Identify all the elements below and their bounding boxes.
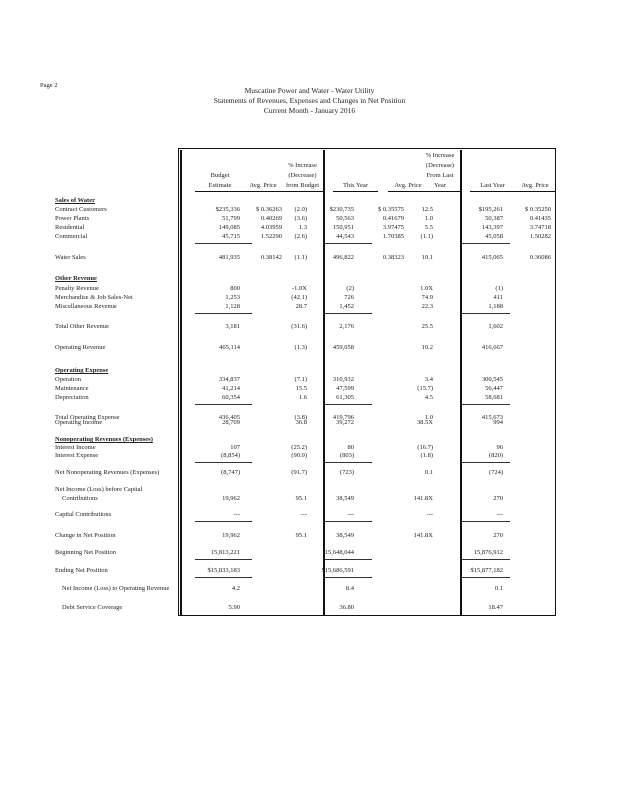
cell-value: 44,543: [336, 233, 354, 240]
cell-value: 61,305: [336, 394, 354, 401]
header-line: This Year: [333, 181, 378, 192]
cell-value: 50,563: [336, 215, 354, 222]
cell-value: 0.38323: [382, 254, 404, 261]
cell-value: 1,602: [488, 323, 503, 330]
total-rule: [325, 559, 372, 560]
header-line: From Last: [426, 172, 454, 179]
header-line: Budget: [210, 172, 230, 179]
cell-value: (1.3): [294, 344, 307, 351]
cell-value: (820): [488, 452, 503, 459]
total-rule: [462, 577, 510, 578]
header-avg-price: [515, 181, 555, 192]
cell-value: ---: [300, 511, 307, 518]
cell-value: 415,065: [481, 254, 503, 261]
cell-value: (2): [346, 285, 354, 292]
header-avg-price: [243, 181, 283, 192]
report-statement-title: Statements of Revenues, Expenses and Changes in Net Position: [213, 96, 406, 105]
cell-value: $230,735: [329, 206, 354, 213]
row-label: Other Revenue: [55, 275, 97, 282]
cell-value: 1.50282: [529, 233, 551, 240]
cell-value: 45,058: [485, 233, 503, 240]
cell-value: 459,058: [332, 344, 354, 351]
header-line: Estimate: [195, 181, 245, 192]
cell-value: (723): [339, 469, 354, 476]
cell-value: 36.8: [295, 419, 307, 426]
total-rule: [325, 521, 372, 522]
cell-value: 96: [496, 444, 503, 451]
cell-value: 436,405: [218, 414, 240, 421]
total-rule: [195, 559, 252, 560]
row-label: Operating Revenue: [55, 344, 106, 351]
row-label: Merchandise & Job Sales-Net: [55, 294, 133, 301]
header-line: Last Year: [470, 181, 515, 192]
cell-value: 25.5: [421, 323, 433, 330]
row-label: Commercial: [55, 233, 88, 240]
cell-value: 15.5: [295, 385, 307, 392]
total-rule: [195, 243, 252, 244]
header-this-year: [333, 181, 378, 192]
cell-value: (16.7): [417, 444, 433, 451]
cell-value: ---: [496, 511, 503, 518]
header-budget: [195, 171, 245, 192]
header-line: (Decrease): [288, 172, 317, 179]
total-rule: [325, 404, 372, 405]
row-label: Nonoperating Revenues (Expenses): [55, 436, 153, 443]
row-label: Contributions: [62, 495, 98, 502]
cell-value: (2.0): [294, 206, 307, 213]
cell-value: 300,545: [481, 376, 503, 383]
cell-value: 334,837: [218, 376, 240, 383]
row-label: Interest Income: [55, 444, 96, 451]
cell-value: 994: [493, 419, 503, 426]
cell-value: 149,085: [218, 224, 240, 231]
header-last-year: [470, 181, 515, 192]
header-line: (Decrease): [425, 162, 455, 169]
cell-value: (90.9): [291, 452, 307, 459]
total-rule: [325, 243, 372, 244]
total-rule: [462, 313, 510, 314]
cell-value: 270: [493, 495, 503, 502]
total-rule: [462, 521, 510, 522]
header-pct-last-year: [420, 151, 460, 192]
cell-value: ---: [426, 511, 433, 518]
total-rule: [325, 313, 372, 314]
header-line: % Increase: [425, 152, 455, 159]
cell-value: 95.1: [295, 532, 307, 539]
report-period: Current Month - January 2016: [263, 106, 356, 115]
total-rule: [462, 462, 510, 463]
total-rule: [195, 404, 252, 405]
cell-value: 38.5X: [416, 419, 433, 426]
cell-value: 47,599: [336, 385, 354, 392]
cell-value: (3.6): [294, 215, 307, 222]
cell-value: 0.41679: [382, 215, 404, 222]
header-line: Year: [420, 181, 460, 192]
cell-value: 1,188: [488, 303, 503, 310]
row-label: Net Nonoperating Revenues (Expenses): [55, 469, 160, 476]
cell-value: (1.8): [420, 452, 433, 459]
cell-value: $195,261: [478, 206, 503, 213]
cell-value: 0.1: [494, 585, 503, 592]
cell-value: $ 0.35250: [525, 206, 551, 213]
cell-value: (724): [488, 469, 503, 476]
cell-value: 150,951: [332, 224, 354, 231]
cell-value: $235,336: [215, 206, 240, 213]
total-rule: [462, 404, 510, 405]
cell-value: 15,648,044: [324, 549, 354, 556]
total-rule: [462, 559, 510, 560]
cell-value: 141.8X: [413, 495, 433, 502]
row-label: Miscellaneous Revenue: [55, 303, 117, 310]
cell-value: 0.40269: [260, 215, 282, 222]
cell-value: 3,181: [225, 323, 240, 330]
header-line: Avg. Price: [243, 181, 283, 192]
cell-value: (2.6): [294, 233, 307, 240]
cell-value: 481,935: [218, 254, 240, 261]
row-label: Residential: [55, 224, 85, 231]
cell-value: 38,549: [336, 495, 354, 502]
cell-value: 107: [230, 444, 240, 451]
cell-value: 4.5: [424, 394, 433, 401]
cell-value: 1.0: [424, 414, 433, 421]
row-label: Maintenance: [55, 385, 89, 392]
row-label: Sales of Water: [55, 197, 95, 204]
cell-value: 0.38142: [260, 254, 282, 261]
cell-value: 39,272: [336, 419, 354, 426]
cell-value: 310,932: [332, 376, 354, 383]
cell-value: 45,715: [222, 233, 240, 240]
row-label: Contract Customers: [55, 206, 107, 213]
cell-value: 496,822: [332, 254, 354, 261]
cell-value: 5.5: [424, 224, 433, 231]
cell-value: $ 0.36263: [256, 206, 282, 213]
cell-value: 95.1: [295, 495, 307, 502]
header-line: from Budget: [280, 181, 325, 192]
cell-value: 22.3: [421, 303, 433, 310]
cell-value: 1.0: [424, 215, 433, 222]
cell-value: (8,747): [221, 469, 240, 476]
cell-value: $ 0.35575: [378, 206, 404, 213]
row-label: Penalty Revenue: [55, 285, 99, 292]
cell-value: $15,877,182: [470, 567, 503, 574]
cell-value: $15,686,591: [321, 567, 354, 574]
cell-value: 4.2: [231, 585, 240, 592]
total-rule: [325, 462, 372, 463]
row-label: Depreciation: [55, 394, 89, 401]
cell-value: (31.6): [291, 323, 307, 330]
cell-value: 1.0X: [420, 285, 433, 292]
cell-value: ---: [233, 511, 240, 518]
total-rule: [195, 521, 252, 522]
cell-value: 141.8X: [413, 532, 433, 539]
row-label: Capital Contributions: [55, 511, 112, 518]
cell-value: ---: [347, 511, 354, 518]
page-number: Page 2: [40, 82, 58, 89]
cell-value: 0.36086: [529, 254, 551, 261]
cell-value: 15,813,221: [210, 549, 240, 556]
cell-value: 4.03959: [260, 224, 282, 231]
row-label: Operating Income: [55, 419, 103, 426]
row-label: Debt Service Coverage: [62, 604, 123, 611]
row-label: Total Other Revenue: [55, 323, 110, 330]
cell-value: 19,962: [222, 495, 240, 502]
cell-value: 1,452: [339, 303, 354, 310]
cell-value: 60,354: [222, 394, 240, 401]
total-rule: [195, 313, 252, 314]
cell-value: 0.1: [424, 469, 433, 476]
row-label: Change in Net Position: [55, 532, 116, 539]
row-label: Beginning Net Position: [55, 549, 117, 556]
cell-value: 3.74718: [529, 224, 551, 231]
cell-value: 12.5: [421, 206, 433, 213]
cell-value: 19,962: [222, 532, 240, 539]
cell-value: 419,796: [332, 414, 354, 421]
cell-value: 1.52290: [260, 233, 282, 240]
total-rule: [195, 462, 252, 463]
cell-value: 28,709: [222, 419, 240, 426]
cell-value: 41,214: [222, 385, 240, 392]
cell-value: 800: [230, 285, 240, 292]
cell-value: 270: [493, 532, 503, 539]
cell-value: (1.1): [294, 254, 307, 261]
cell-value: 18.47: [488, 604, 503, 611]
cell-value: -1.0X: [292, 285, 307, 292]
cell-value: 416,667: [481, 344, 503, 351]
cell-value: 36.80: [339, 604, 354, 611]
cell-value: 38,549: [336, 532, 354, 539]
total-rule: [195, 577, 252, 578]
cell-value: 726: [344, 294, 354, 301]
cell-value: 411: [493, 294, 503, 301]
header-pct-budget: [280, 161, 325, 192]
cell-value: 28.7: [295, 303, 307, 310]
cell-value: 15,876,912: [473, 549, 503, 556]
cell-value: 465,114: [219, 344, 240, 351]
total-rule: [325, 577, 372, 578]
row-label: Operating Expense: [55, 367, 109, 374]
cell-value: (7.1): [294, 376, 307, 383]
cell-value: 415,673: [481, 414, 503, 421]
cell-value: 1,128: [225, 303, 240, 310]
cell-value: (803): [339, 452, 354, 459]
row-label: Power Plants: [55, 215, 90, 222]
row-label: Operation: [55, 376, 81, 383]
row-label: Net Income (Loss) to Operating Revenue: [62, 585, 170, 592]
header-line: Avg. Price: [515, 181, 555, 192]
row-label: Total Operating Expense: [55, 414, 120, 421]
cell-value: 1,253: [225, 294, 240, 301]
cell-value: 3.4: [424, 376, 433, 383]
cell-value: (1): [495, 285, 503, 292]
row-label: Ending Net Position: [55, 567, 108, 574]
cell-value: 74.9: [421, 294, 433, 301]
cell-value: 2,176: [339, 323, 354, 330]
cell-value: 51,799: [222, 215, 240, 222]
cell-value: 5.90: [228, 604, 240, 611]
cell-value: 10.2: [421, 344, 433, 351]
cell-value: 80: [347, 444, 354, 451]
cell-value: 8.4: [345, 585, 354, 592]
cell-value: 1.70385: [382, 233, 404, 240]
cell-value: (42.1): [291, 294, 307, 301]
cell-value: $15,833,183: [207, 567, 240, 574]
cell-value: (8,854): [221, 452, 240, 459]
row-label: Water Sales: [55, 254, 86, 261]
cell-value: 1.6: [298, 394, 307, 401]
cell-value: (3.8): [294, 414, 307, 421]
cell-value: (1.1): [420, 233, 433, 240]
cell-value: 50,387: [485, 215, 503, 222]
total-rule: [462, 243, 510, 244]
row-label: Net Income (Loss) before Capital: [55, 486, 143, 493]
cell-value: 58,681: [485, 394, 503, 401]
cell-value: (15.7): [417, 385, 433, 392]
cell-value: 0.41435: [529, 215, 551, 222]
cell-value: 10.1: [421, 254, 433, 261]
header-line: Avg. Price: [388, 181, 428, 192]
cell-value: 3.97475: [382, 224, 404, 231]
row-label: Interest Expense: [55, 452, 99, 459]
report-org-title: Muscatine Power and Water - Water Utility: [244, 86, 375, 95]
cell-value: (91.7): [291, 469, 307, 476]
cell-value: 143,397: [481, 224, 503, 231]
cell-value: 1.3: [298, 224, 307, 231]
cell-value: 56,447: [485, 385, 503, 392]
cell-value: (25.2): [291, 444, 307, 451]
header-line: % Increase: [288, 162, 317, 169]
